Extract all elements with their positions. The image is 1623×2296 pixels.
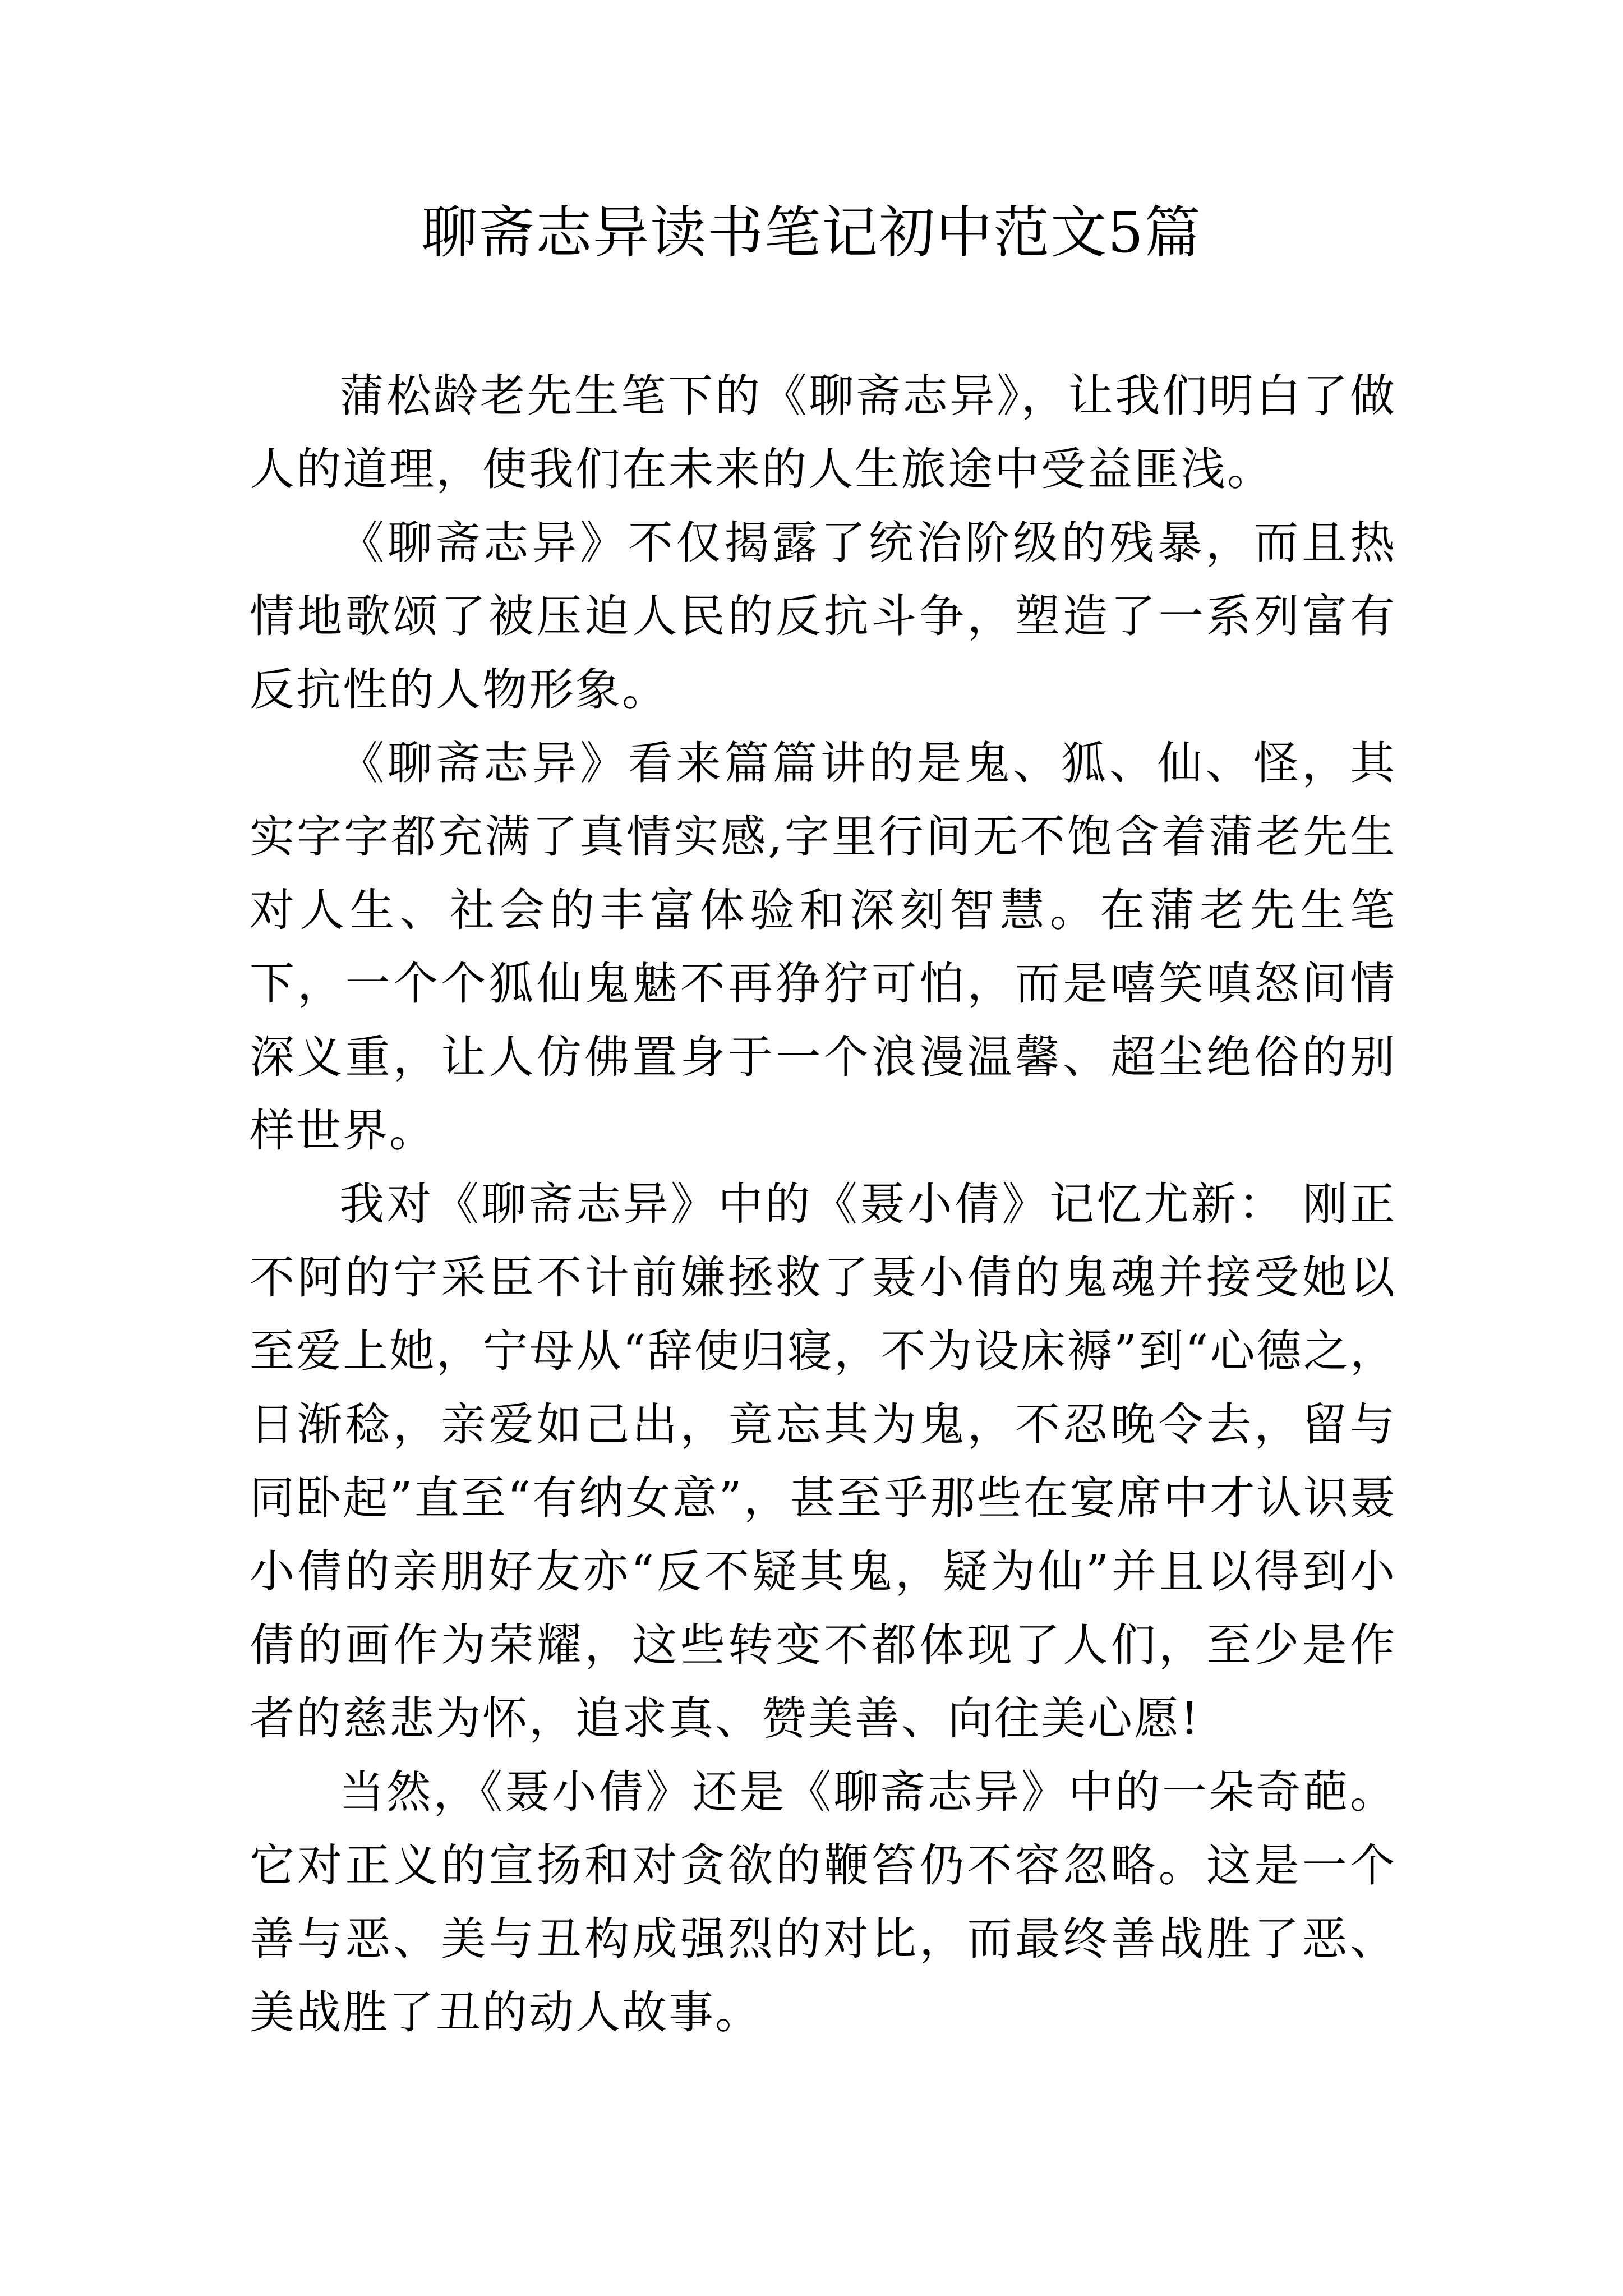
document-body <box>250 359 1396 2049</box>
paragraph-4: 我对《聊斋志异》中的《聂小倩》记忆尤新： 刚正不阿的宁采臣不计前嫌拯救了聂小倩的鬼魂并接受她以至爱上她，宁母从“辞使归寝，不为设床褥”到“心德之，日渐稔，亲爱如己出，竟忘其为鬼，不忍晚令去，留与同卧起”直至“有纳女意”，甚至乎那些在宴席中才认识聂小倩的亲朋好友亦“反不疑其鬼，疑为仙”并且以得到小倩的画作为荣耀，这些转变不都体现了人们，至少是作者的慈悲为怀，追求真、赞美善、向往美心愿! <box>250 1178 1396 1745</box>
paragraph-5: 当然，《聂小倩》还是《聊斋志异》中的一朵奇葩。它对正义的宣扬和对贪欲的鞭笞仍不容忽略。这是一个善与恶、美与丑构成强烈的对比，而最终善战胜了恶、美战胜了丑的动人故事。 <box>250 1766 1396 2039</box>
paragraph-1: 蒲松龄老先生笔下的《聊斋志异》，让我们明白了做人的道理，使我们在未来的人生旅途中受益匪浅。 <box>250 370 1396 495</box>
paragraph-2: 《聊斋志异》不仅揭露了统治阶级的残暴，而且热情地歌颂了被压迫人民的反抗斗争，塑造了一系列富有反抗性的人物形象。 <box>250 517 1396 716</box>
paragraph-3: 《聊斋志异》看来篇篇讲的是鬼、狐、仙、怪，其实字字都充满了真情实感,字里行间无不饱含着蒲老先生对人生、社会的丰富体验和深刻智慧。在蒲老先生笔下，一个个狐仙鬼魅不再狰狞可怕，而是嘻笑嗔怒间情深义重，让人仿佛置身于一个浪漫温馨、超尘绝俗的别样世界。 <box>250 737 1396 1157</box>
document-title: 聊斋志异读书笔记初中范文5篇 <box>421 200 1202 265</box>
